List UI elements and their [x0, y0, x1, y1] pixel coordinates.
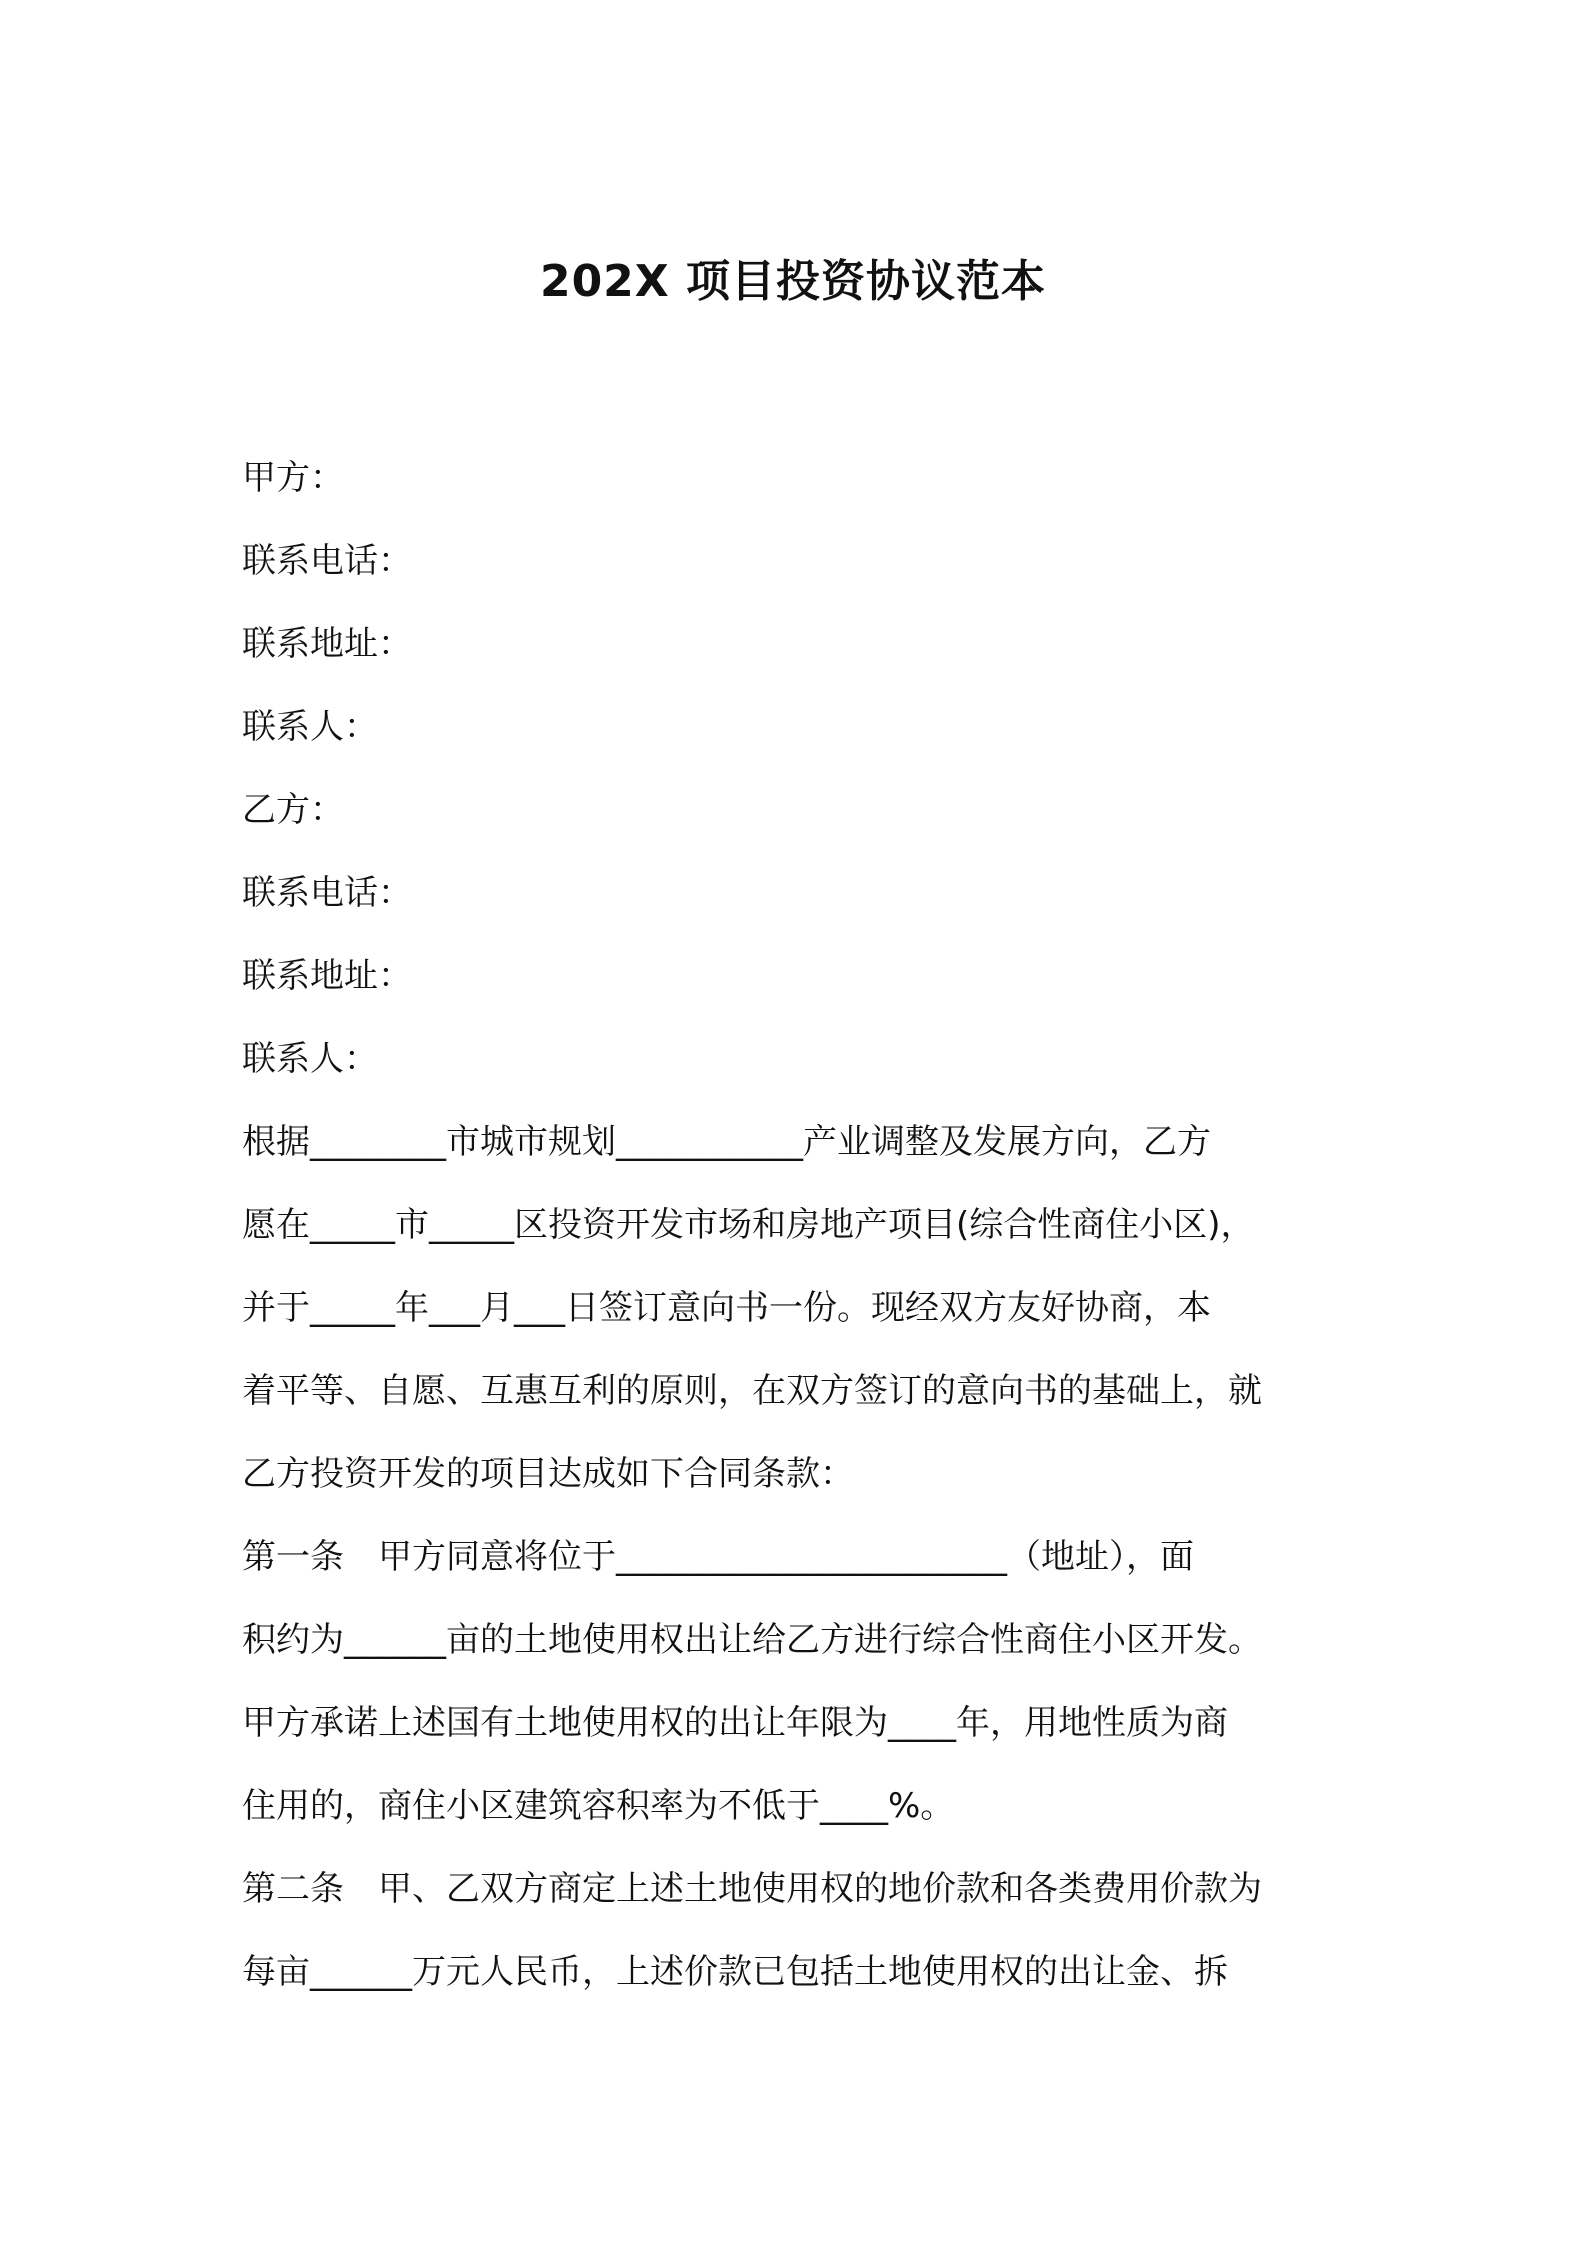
body-line: 并于_____年___月___日签订意向书一份。现经双方友好协商，本	[242, 1288, 1211, 1328]
article-2-line: 第二条 甲、乙双方商定上述土地使用权的地价款和各类费用价款为	[242, 1869, 1262, 1909]
body-line: 愿在_____市_____区投资开发市场和房地产项目(综合性商住小区)，	[242, 1205, 1255, 1245]
party-b-phone-label: 联系电话：	[242, 873, 412, 913]
party-section	[242, 448, 1382, 1112]
body-line: 积约为______亩的土地使用权出让给乙方进行综合性商住小区开发。	[242, 1620, 1262, 1660]
party-a-contact-label: 联系人：	[242, 707, 378, 747]
body-line: 乙方投资开发的项目达成如下合同条款：	[242, 1454, 854, 1494]
body-line: 每亩______万元人民币，上述价款已包括土地使用权的出让金、拆	[242, 1952, 1228, 1992]
party-b-address-label: 联系地址：	[242, 956, 412, 996]
party-b-contact-label: 联系人：	[242, 1039, 378, 1079]
party-a-label: 甲方：	[242, 458, 344, 498]
party-a-address-label: 联系地址：	[242, 624, 412, 664]
body-line: 住用的，商住小区建筑容积率为不低于____%。	[242, 1786, 955, 1826]
article-1-line: 第一条 甲方同意将位于_______________________（地址），面	[242, 1537, 1194, 1577]
agreement-body	[242, 1112, 1382, 2025]
party-a-phone-label: 联系电话：	[242, 541, 412, 581]
body-line: 根据________市城市规划___________产业调整及发展方向，乙方	[242, 1122, 1211, 1162]
party-b-label: 乙方：	[242, 790, 344, 830]
body-line: 甲方承诺上述国有土地使用权的出让年限为____年，用地性质为商	[242, 1703, 1228, 1743]
document-title: 202X 项目投资协议范本	[539, 256, 1047, 307]
body-line: 着平等、自愿、互惠互利的原则，在双方签订的意向书的基础上，就	[242, 1371, 1262, 1411]
